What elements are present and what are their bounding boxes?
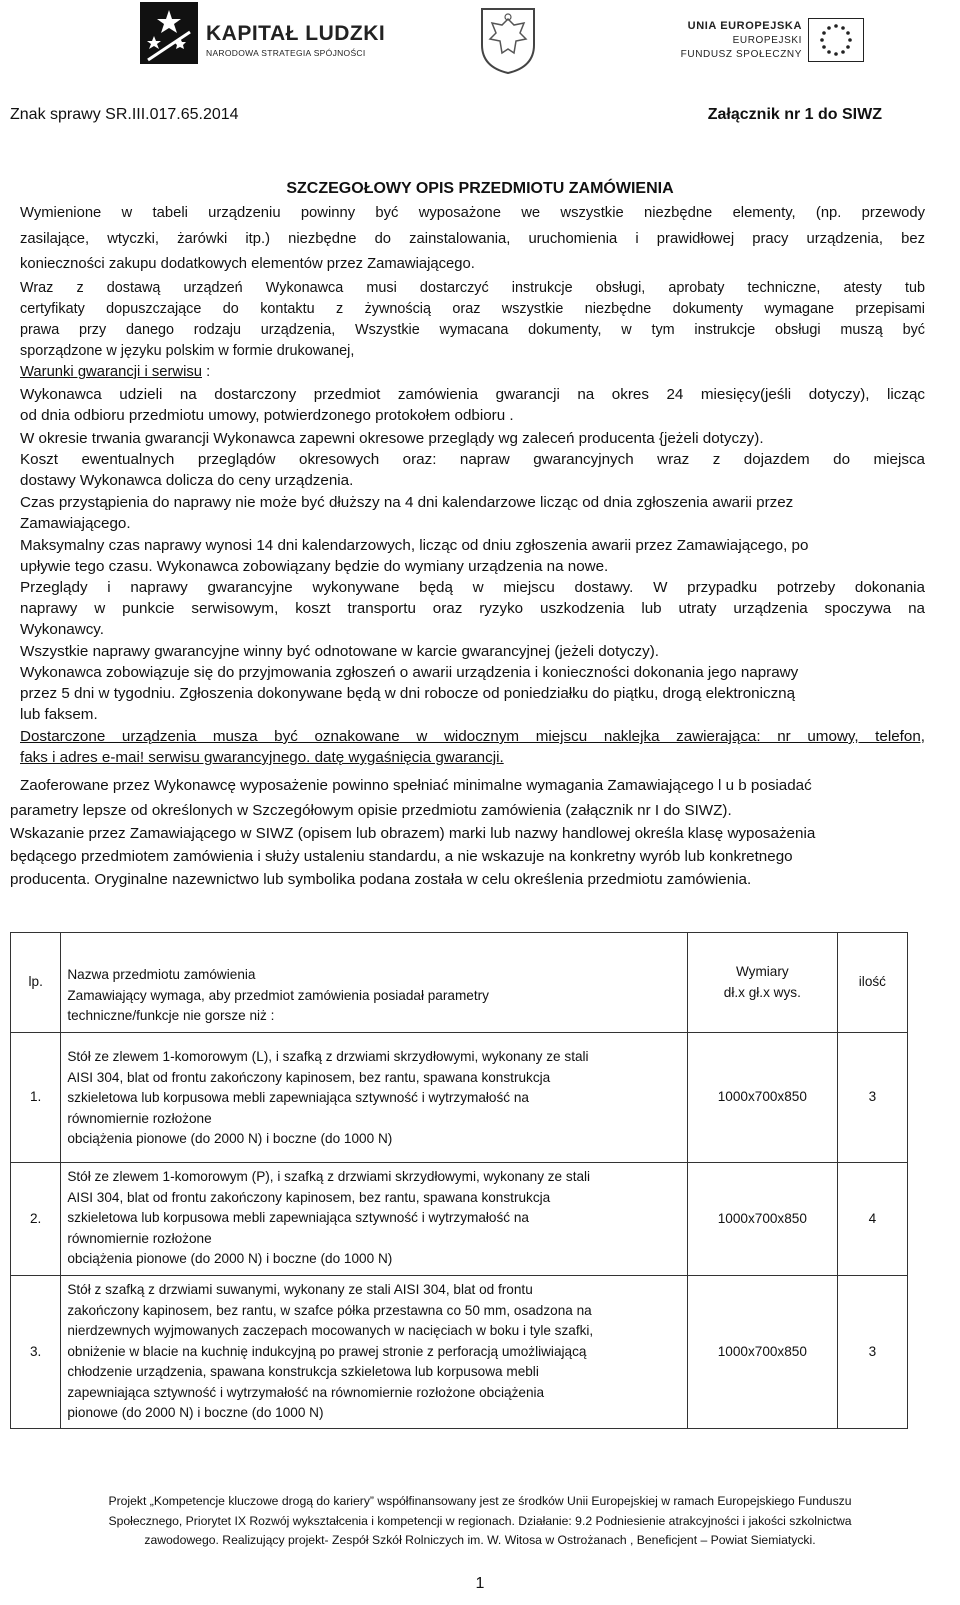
polish-eagle-emblem xyxy=(478,5,538,75)
row-dim: 1000x700x850 xyxy=(687,1163,837,1276)
row-name-line: chłodzenie urządzenia, spawana konstrukcja szkieletowa lub korpusowa mebli xyxy=(67,1364,539,1379)
header-lp-text: lp. xyxy=(28,974,43,990)
p2-line1: Wraz z dostawą urządzeń Wykonawca musi dostarczyć instrukcje obsługi, aprobaty techniczne, atesty tub xyxy=(20,280,925,296)
eu-logo-line1: UNIA EUROPEJSKA xyxy=(687,20,802,32)
row-dim: 1000x700x850 xyxy=(687,1276,837,1429)
offer-2-line3: producenta. Oryginalne nazewnictwo lub symbolika podana została w celu określenia przedmiotu zamówienia. xyxy=(10,871,752,888)
row-name-line: obniżenie w blacie na kuchnię indukcyjną po prawej stronie z perforacją umożliwiającą xyxy=(67,1343,587,1359)
row-name-line: szkieletowa lub korpusowa mebli zapewniająca sztywność i wytrzymałość na xyxy=(67,1210,529,1225)
row-name xyxy=(61,1033,688,1163)
offer-1-line2: parametry lepsze od określonych w Szczegółowym opisie przedmiotu zamówienia (załącznik nr I do SIWZ). xyxy=(10,802,732,819)
warranty-1-line2: od dnia odbioru przedmiotu umowy, potwierdzonego protokołem odbioru . xyxy=(20,407,514,424)
warranty-5-line1: Maksymalny czas naprawy wynosi 14 dni kalendarzowych, licząc od dniu zgłoszenia awarii przez Zamawiającego, po xyxy=(20,537,809,554)
eu-logo xyxy=(680,18,888,68)
footer-line3: zawodowego. Realizujący projekt- Zespół Szkół Rolniczych im. W. Witosa w Ostrożanach , Beneficjent – Powiat Siemiatycki. xyxy=(144,1533,816,1547)
logo-title: KAPITAŁ LUDZKI xyxy=(206,22,386,45)
header-qty-text: ilość xyxy=(858,974,886,990)
table-row xyxy=(11,1163,908,1276)
warranty-3-line2: dostawy Wykonawca dolicza do ceny urządzenia. xyxy=(20,472,354,489)
warranty-2: W okresie trwania gwarancji Wykonawca zapewni okresowe przeglądy wg zaleceń producenta {jeżeli dotyczy). xyxy=(20,430,764,447)
eu-logo-line2: EUROPEJSKI xyxy=(732,35,802,46)
warranty-heading-colon: : xyxy=(202,364,211,380)
items-table xyxy=(10,932,908,1429)
row-dim: 1000x700x850 xyxy=(687,1033,837,1163)
table-header-row xyxy=(11,933,908,1033)
row-name-line: równomiernie rozłożone xyxy=(67,1110,212,1126)
warranty-6-line1: Przeglądy i naprawy gwarancyjne wykonywane będą w miejscu dostawy. W przypadku potrzeby dokonania xyxy=(20,579,925,596)
page-number: 1 xyxy=(475,1575,485,1592)
page-title: SZCZEGOŁOWY OPIS PRZEDMIOTU ZAMÓWIENIA xyxy=(286,180,674,197)
header-lp xyxy=(11,933,61,1033)
row-name xyxy=(61,1163,688,1276)
offer-2-line1: Wskazanie przez Zamawiającego w SIWZ (opisem lub obrazem) marki lub nazwy handlowej określa klasę wyposażenia xyxy=(10,825,816,842)
header-dim-line1: Wymiary xyxy=(735,964,789,979)
warranty-8-line2: przez 5 dni w tygodniu. Zgłoszenia dokonywane będą w dni robocze od poniedziałku do piątku, drogą elektroniczną xyxy=(20,685,796,702)
row-name-line: Stół ze zlewem 1-komorowym (L), i szafką z drzwiami skrzydłowymi, wykonany ze stali xyxy=(67,1049,589,1064)
header-name-line2: Zamawiający wymaga, aby przedmiot zamówienia posiadał parametry xyxy=(67,987,489,1003)
offer-1-line1: Zaoferowane przez Wykonawcę wyposażenie powinno spełniać minimalne wymagania Zamawiającego l u b posiadać xyxy=(20,777,812,794)
warranty-heading xyxy=(20,362,925,383)
kapital-ludzki-logo xyxy=(140,0,390,70)
warranty-8-line3: lub faksem. xyxy=(20,706,98,723)
row-qty: 3 xyxy=(837,1276,907,1429)
row-name-line: AISI 304, blat od frontu zakończony kapinosem, bez rantu, spawana konstrukcja xyxy=(67,1069,551,1085)
attachment-label: Załącznik nr 1 do SIWZ xyxy=(707,106,882,123)
warranty-9-line1: Dostarczone urządzenia musza być oznakowane w widocznym miejscu naklejka zawierająca: nr umowy, telefon, xyxy=(20,728,925,745)
row-name-line: obciążenia pionowe (do 2000 N) i boczne (do 1000 N) xyxy=(67,1251,393,1266)
p1-line3: konieczności zakupu dodatkowych elementów przez Zamawiającego. xyxy=(20,256,475,272)
kapital-ludzki-emblem xyxy=(140,2,198,64)
row-name-line: zapewniająca sztywność i wytrzymałość na równomiernie rozłożone obciążenia xyxy=(67,1384,545,1400)
warranty-7: Wszystkie naprawy gwarancyjne winny być odnotowane w karcie gwarancyjnej (jeżeli dotyczy). xyxy=(20,643,659,660)
logo-subtitle: NARODOWA STRATEGIA SPÓJNOŚCI xyxy=(206,48,366,58)
header-qty xyxy=(837,933,907,1033)
footer-line1: Projekt „Kompetencje kluczowe drogą do kariery” współfinansowany jest ze środków Unii Europejskiej w ramach Europejskiego Funduszu xyxy=(108,1494,852,1508)
row-name-line: pionowe (do 2000 N) i boczne (do 1000 N) xyxy=(67,1405,324,1420)
warranty-4-line2: Zamawiającego. xyxy=(20,515,131,532)
row-name-line: nierdzewnych wyjmowanych zaczepach mocowanych w nacięciach w boku i tyle szafki, xyxy=(67,1323,594,1338)
row-qty: 4 xyxy=(837,1163,907,1276)
header-name-line1: Nazwa przedmiotu zamówienia xyxy=(67,967,256,982)
p1-line2: zasilające, wtyczki, żarówki itp.) niezbędne do zainstalowania, uruchomienia i prawidłowej pracy urządzenia, bez xyxy=(20,231,925,247)
row-name-line: szkieletowa lub korpusowa mebli zapewniająca sztywność i wytrzymałość na xyxy=(67,1090,529,1105)
row-name-line: zakończony kapinosem, bez rantu, w szafce półka przestawna co 50 mm, osadzona na xyxy=(67,1302,592,1318)
table-row xyxy=(11,1276,908,1429)
warranty-1-line1: Wykonawca udzieli na dostarczony przedmiot zamówienia gwarancji na okres 24 miesięcy(jeśli dotyczy), licząc xyxy=(20,386,925,403)
header-name-line3: techniczne/funkcje nie gorsze niż : xyxy=(67,1008,275,1023)
row-name-line: Stół ze zlewem 1-komorowym (P), i szafką z drzwiami skrzydłowymi, wykonany ze stali xyxy=(67,1169,591,1184)
p1-line1: Wymienione w tabeli urządzeniu powinny być wyposażone we wszystkie niezbędne elementy, (np. przewody xyxy=(20,205,925,221)
p2-line4: sporządzone w języku polskim w formie drukowanej, xyxy=(20,343,355,359)
header-dim-line2: dł.x gł.x wys. xyxy=(723,984,801,1000)
warranty-9-line2: faks i adres e-mai! serwisu gwarancyjnego. datę wygaśnięcia gwarancji. xyxy=(20,749,504,766)
case-number: Znak sprawy SR.III.017.65.2014 xyxy=(10,106,239,123)
row-lp: 3. xyxy=(11,1276,61,1429)
eu-logo-line3: FUNDUSZ SPOŁECZNY xyxy=(680,49,802,60)
warranty-heading-text: Warunki gwarancji i serwisu xyxy=(20,364,202,380)
p2-line2: certyfikaty dopuszczające do kontaktu z żywnością oraz wszystkie niezbędne dokumenty wymagane przepisami xyxy=(20,301,925,317)
row-lp: 1. xyxy=(11,1033,61,1163)
table-row xyxy=(11,1033,908,1163)
p2-line3: prawa przy danego rodzaju urządzenia, Wszystkie wymacana dokumenty, w tym instrukcje obsługi muszą być xyxy=(20,322,925,338)
row-name-line: Stół z szafką z drzwiami suwanymi, wykonany ze stali AISI 304, blat od frontu xyxy=(67,1282,533,1297)
row-name-line: AISI 304, blat od frontu zakończony kapinosem, bez rantu, spawana konstrukcja xyxy=(67,1189,551,1205)
warranty-8-line1: Wykonawca zobowiązuje się do przyjmowania zgłoszeń o awarii urządzenia i konieczności dokonania jego naprawy xyxy=(20,664,799,681)
warranty-6-line2: naprawy w punkcie serwisowym, koszt transportu oraz ryzyko uszkodzenia lub utraty urządzenia spoczywa na xyxy=(20,600,925,617)
footer-line2: Społecznego, Priorytet IX Rozwój wykształcenia i kompetencji w regionach. Działanie: 9.2 Podniesienie atrakcyjności i jakości szkolnictwa xyxy=(108,1513,852,1528)
header-dim xyxy=(687,933,837,1033)
warranty-3-line1: Koszt ewentualnych przeglądów okresowych oraz: napraw gwarancyjnych wraz z dojazdem do miejsca xyxy=(20,451,925,468)
row-qty: 3 xyxy=(837,1033,907,1163)
warranty-6-line3: Wykonawcy. xyxy=(20,621,104,638)
row-name xyxy=(61,1276,688,1429)
eu-flag-icon xyxy=(808,18,864,62)
warranty-5-line2: upływie tego czasu. Wykonawca zobowiązany będzie do wymiany urządzenia na nowe. xyxy=(20,558,609,575)
row-name-line: obciążenia pionowe (do 2000 N) i boczne (do 1000 N) xyxy=(67,1131,393,1146)
row-lp: 2. xyxy=(11,1163,61,1276)
offer-2-line2: będącego przedmiotem zamówienia i służy ustaleniu standardu, a nie wskazuje na konkretny wyrób lub konkretnego xyxy=(10,848,793,865)
row-name-line: równomiernie rozłożone xyxy=(67,1230,212,1246)
warranty-4-line1: Czas przystąpienia do naprawy nie może być dłuższy na 4 dni kalendarzowe licząc od dnia zgłoszenia awarii przez xyxy=(20,494,794,511)
header-name xyxy=(61,933,688,1033)
footer xyxy=(0,1492,960,1551)
